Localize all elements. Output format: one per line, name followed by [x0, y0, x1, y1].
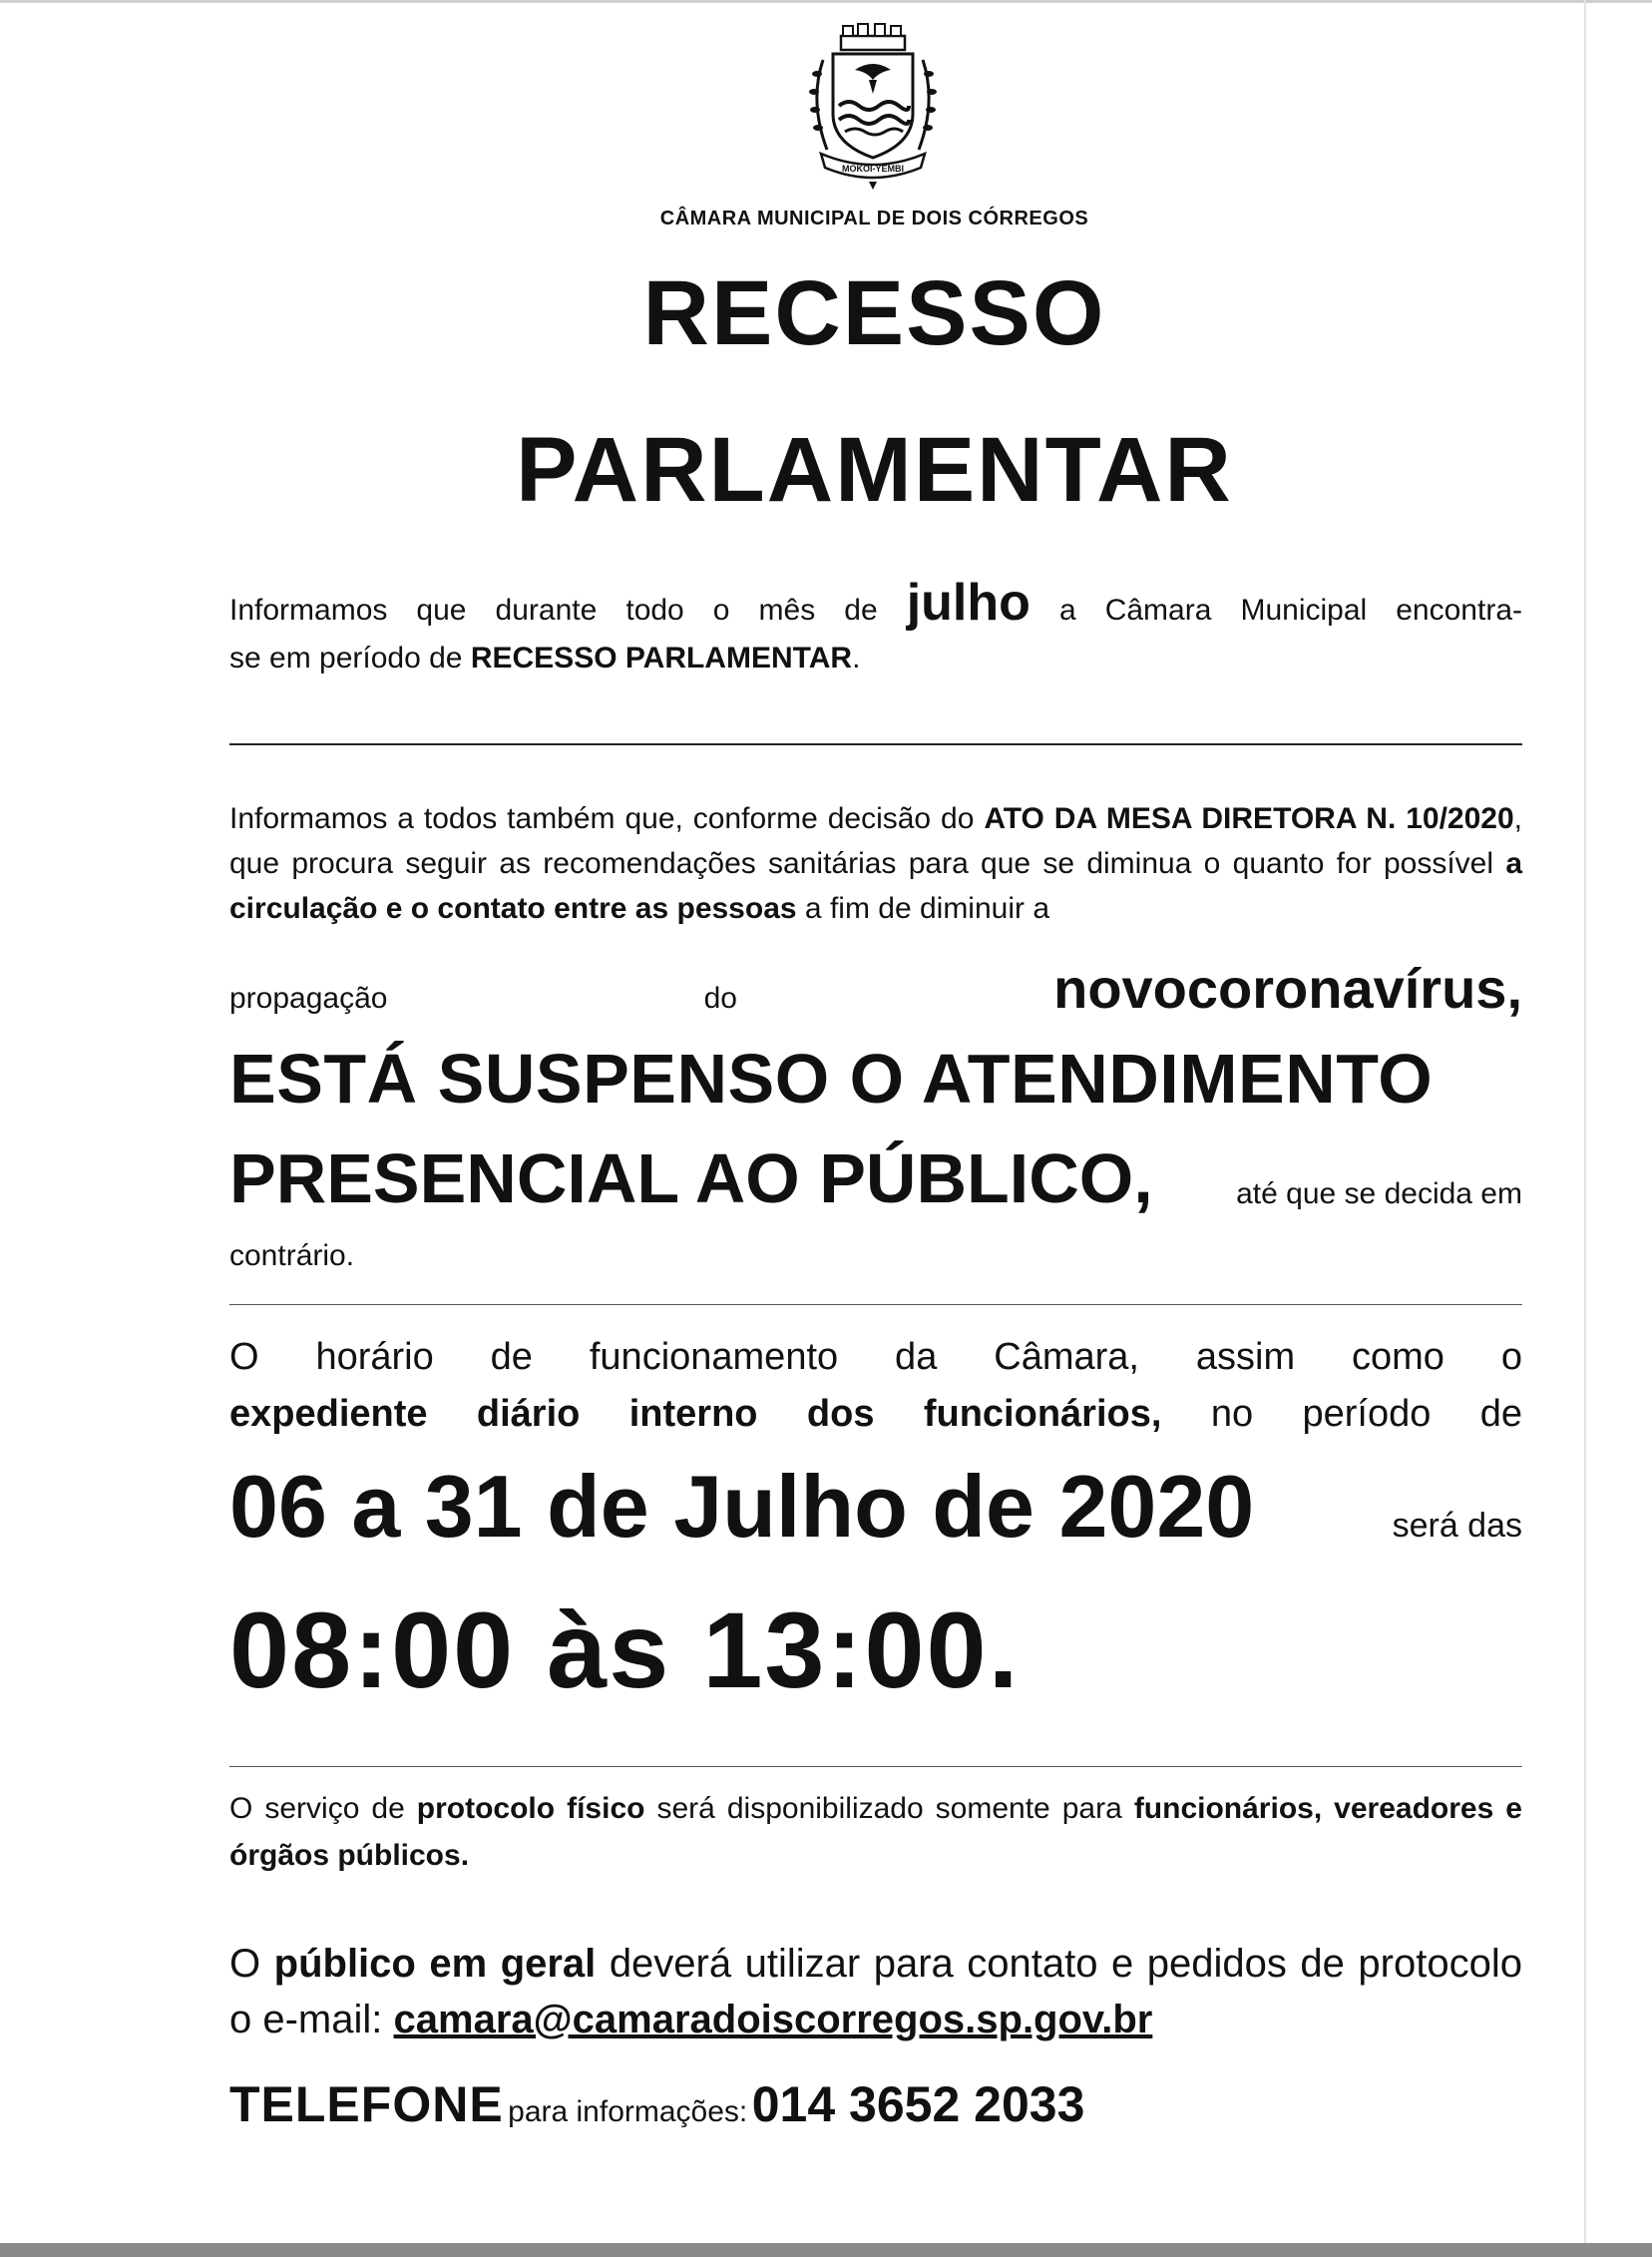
month-julho: julho	[906, 574, 1031, 632]
para1-suffix: a Câmara Municipal encontra-	[1058, 594, 1522, 627]
date-line	[229, 1457, 1522, 1556]
time-range: 08:00 às 13:00.	[229, 1589, 1021, 1710]
publico-geral: público em geral	[273, 1942, 597, 1986]
contrary-text: contrário.	[229, 1239, 355, 1272]
para2-part3: a fim de diminuir a	[804, 892, 1050, 925]
crest-ribbon-text: MOKOI-YEMBI	[842, 164, 904, 174]
contact-paragraph	[229, 1936, 1522, 2047]
protocol-paragraph	[229, 1786, 1522, 1879]
para1-period: .	[852, 642, 861, 675]
scan-edge-bottom	[0, 2243, 1652, 2257]
sera-das: será das	[1392, 1507, 1522, 1545]
divider-2	[229, 1304, 1522, 1305]
divider-3	[229, 1766, 1522, 1767]
virus-name: novocoronavírus,	[1053, 957, 1522, 1020]
phone-label: TELEFONE	[229, 2076, 504, 2132]
scan-edge-top	[0, 0, 1652, 3]
circulation-highlight: a circulação e o contato entre as pessoas	[229, 847, 1523, 925]
suspension-paragraph	[229, 796, 1522, 931]
suspended-line-2	[229, 1139, 1522, 1217]
para2-part2: , que procura seguir as recomendações sanitárias para que se diminua o quanto for possível	[229, 802, 1523, 880]
para1-prefix: Informamos que durante todo o mês de	[229, 594, 878, 627]
date-range: 06 a 31 de Julho de 2020	[229, 1457, 1255, 1556]
phone-number[interactable]: 014 3652 2033	[751, 2076, 1085, 2132]
municipal-crest-logo	[803, 22, 943, 192]
word-do: do	[703, 982, 737, 1015]
word-propagacao: propagação	[229, 982, 388, 1015]
protocol-fisico: protocolo físico	[416, 1792, 645, 1825]
recess-notice-paragraph	[229, 574, 1522, 682]
contact-part1: O	[229, 1942, 261, 1986]
until-decided: até que se decida em	[1236, 1177, 1522, 1210]
hours-paragraph	[229, 1329, 1522, 1443]
para1-line2-prefix: se em período de	[229, 642, 463, 675]
expediente-bold: expediente diário interno dos funcionários,	[229, 1393, 1162, 1435]
phone-line	[229, 2075, 1084, 2133]
propagation-line	[229, 956, 1522, 1021]
contact-email[interactable]: camara@camaradoiscorregos.sp.gov.br	[393, 1998, 1153, 2041]
title-line-2: PARLAMENTAR	[516, 419, 1233, 521]
protocol-part2: será disponibilizado somente para	[656, 1792, 1122, 1825]
protocol-targets: funcionários, vereadores e órgãos públicos.	[229, 1792, 1522, 1872]
act-reference: ATO DA MESA DIRETORA N. 10/2020	[984, 802, 1514, 835]
recess-bold: RECESSO PARLAMENTAR	[470, 642, 853, 675]
chamber-name: CÂMARA MUNICIPAL DE DOIS CÓRREGOS	[659, 208, 1089, 229]
divider-1	[229, 743, 1522, 745]
title-line-1: RECESSO	[642, 262, 1106, 364]
para2-part1: Informamos a todos também que, conforme decisão do	[229, 802, 975, 835]
protocol-part1: O serviço de	[229, 1792, 405, 1825]
suspended-line-1: ESTÁ SUSPENSO O ATENDIMENTO	[229, 1040, 1434, 1118]
suspended-line-2-text: PRESENCIAL AO PÚBLICO,	[229, 1139, 1153, 1217]
phone-desc: para informações:	[508, 2095, 748, 2128]
periodo-text: no período de	[1210, 1393, 1522, 1435]
contact-part2: deverá utilizar para contato e pedidos de protocolo o e-mail:	[229, 1942, 1522, 2041]
hours-intro: O horário de funcionamento da Câmara, assim como o	[229, 1336, 1522, 1378]
